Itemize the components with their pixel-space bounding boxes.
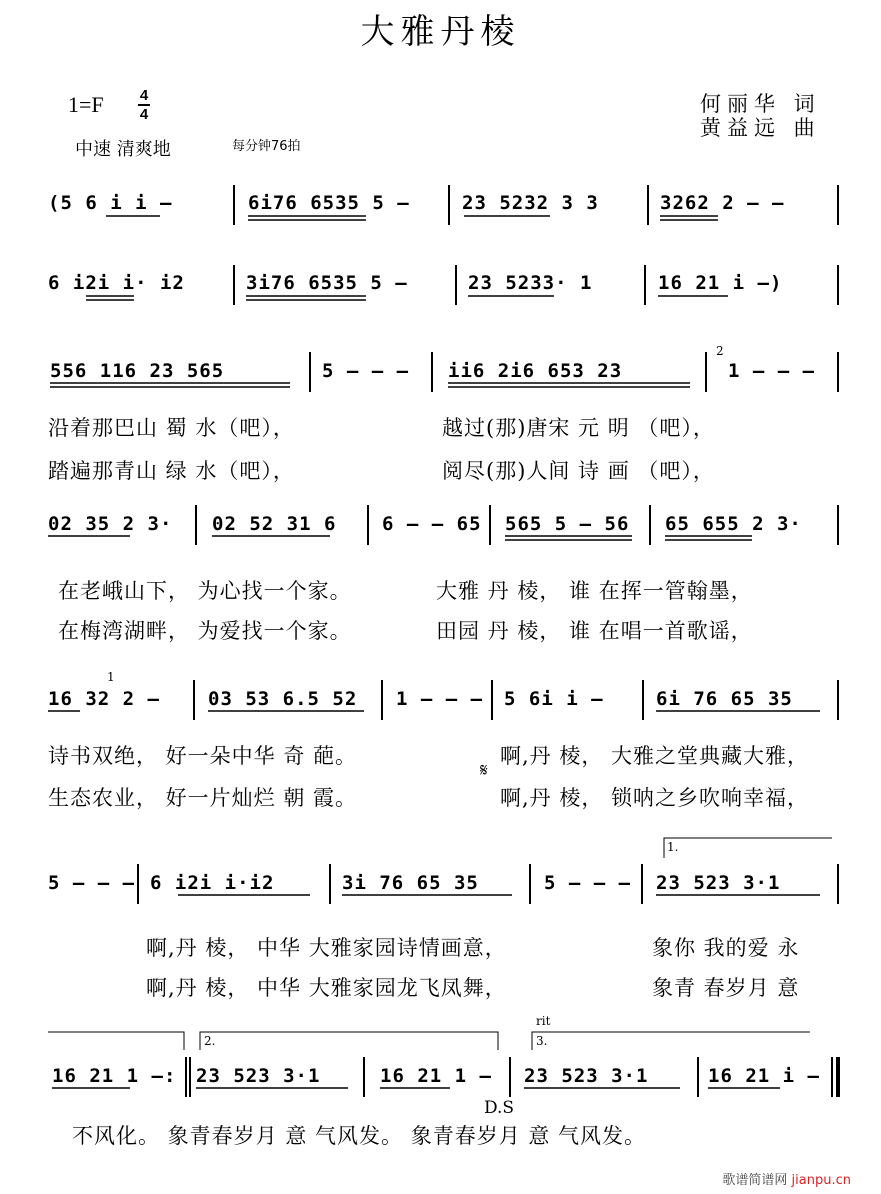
measure: 23 5232 3 3	[462, 192, 599, 214]
lyric-line: 诗书双绝， 好一朵中华 奇 葩。	[48, 744, 358, 768]
measure: 5 – – –	[48, 872, 136, 894]
lyric-line: 象青 春岁月 意	[652, 976, 800, 1000]
measure: 16 21 i –	[708, 1065, 820, 1087]
time-bottom: 4	[139, 106, 149, 123]
volta-bracket	[48, 1032, 184, 1050]
segno-icon: 𝄋	[480, 760, 489, 781]
tempo-marking: 中速 清爽地	[75, 139, 171, 160]
measure: (5 6 i i –	[48, 192, 173, 214]
measure: 23 523 3·1	[196, 1065, 321, 1087]
lyric-line: 啊,丹 棱， 中华 大雅家园诗情画意，	[146, 936, 507, 960]
composer-credit: 黄益远 曲	[700, 116, 821, 140]
measure: 23 523 3·1	[524, 1065, 649, 1087]
site-url: jianpu.cn	[791, 1173, 851, 1188]
measure: 5 6i i –	[504, 688, 604, 710]
lyric-line: 啊,丹 棱， 锁呐之乡吹响幸福，	[500, 786, 810, 810]
measure: 23 523 3·1	[656, 872, 781, 894]
lyric-line: 阅尽(那)人间 诗 画 （吧），	[442, 459, 715, 483]
measure: 6 i2i i·i2	[150, 872, 275, 894]
lyric-line: 啊,丹 棱， 中华 大雅家园龙飞凤舞，	[146, 976, 507, 1000]
grace-note: 2	[716, 344, 724, 358]
measure: 1 – – –	[728, 360, 816, 382]
bpm-marking: 每分钟76拍	[232, 139, 301, 154]
measure: 16 21 1 –:	[52, 1065, 177, 1087]
grace-note: 1	[107, 670, 115, 684]
measure: ii6 2i6 653 23	[448, 360, 623, 382]
volta-bracket	[532, 1032, 810, 1050]
measure: 1 – – –	[396, 688, 484, 710]
lyric-line: 大雅 丹 棱， 谁 在挥一管翰墨，	[436, 579, 753, 603]
measure: 6i 76 65 35	[656, 688, 793, 710]
volta-label: 2.	[204, 1034, 216, 1048]
measure: 556 116 23 565	[50, 360, 225, 382]
measure: 6 – – 65	[382, 513, 482, 535]
volta-label: 3.	[536, 1034, 548, 1048]
measure: 5 – – –	[544, 872, 632, 894]
measure: 16 21 1 –	[380, 1065, 492, 1087]
lyric-line: 象你 我的爱 永	[652, 936, 800, 960]
lyric-line: 田园 丹 棱， 谁 在唱一首歌谣，	[436, 619, 753, 643]
measure: 6i76 6535 5 –	[248, 192, 410, 214]
measure: 23 5233· 1	[468, 272, 593, 294]
page-title: 大雅丹棱	[360, 12, 521, 52]
lyric-line: 在老峨山下， 为心找一个家。	[58, 579, 352, 603]
site-name: 歌谱简谱网	[722, 1173, 788, 1188]
measure: 565 5 – 56	[505, 513, 630, 535]
measure: 02 52 31 6	[212, 513, 337, 535]
lyric-line: 啊,丹 棱， 大雅之堂典藏大雅，	[500, 744, 810, 768]
key-signature: 1=F	[68, 92, 104, 117]
measure: 6 i2i i· i2	[48, 272, 185, 294]
dal-segno-mark: D.S	[484, 1098, 515, 1118]
measure: 16 32 2 –	[48, 688, 160, 710]
measure: 5 – – –	[322, 360, 410, 382]
lyricist-credit: 何丽华 词	[700, 92, 821, 116]
measure: 65 655 2 3·	[665, 513, 802, 535]
lyric-line: 越过(那)唐宋 元 明 （吧），	[442, 416, 715, 440]
volta-bracket	[664, 838, 832, 858]
lyric-line: 沿着那巴山 蜀 水（吧），	[48, 416, 295, 440]
measure: 3i76 6535 5 –	[246, 272, 408, 294]
measure: 3262 2 – –	[660, 192, 785, 214]
volta-bracket	[200, 1032, 498, 1050]
lyric-line: 踏遍那青山 绿 水（吧），	[48, 459, 295, 483]
measure: 16 21 i –)	[658, 272, 783, 294]
time-top: 4	[139, 87, 149, 104]
measure: 02 35 2 3·	[48, 513, 173, 535]
measure: 3i 76 65 35	[342, 872, 479, 894]
volta-label: 1.	[667, 840, 679, 854]
lyric-line: 在梅湾湖畔， 为爱找一个家。	[58, 619, 352, 643]
lyric-line: 不风化。 象青春岁月 意 气风发。 象青春岁月 意 气风发。	[72, 1124, 647, 1148]
ritardando-mark: rit	[536, 1014, 551, 1028]
measure: 03 53 6.5 52	[208, 688, 358, 710]
lyric-line: 生态农业， 好一片灿烂 朝 霞。	[48, 786, 358, 810]
